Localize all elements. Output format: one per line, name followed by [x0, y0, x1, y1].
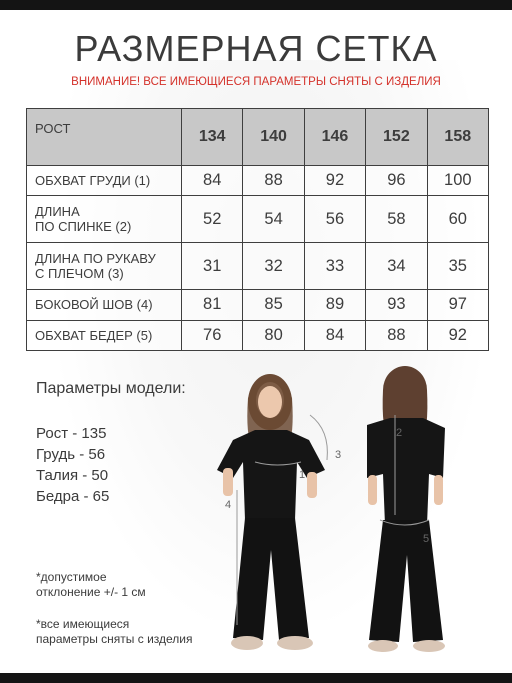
model-param: Бедра - 65 [36, 488, 110, 505]
table-row [27, 243, 489, 290]
note-line: отклонение +/- 1 см [36, 585, 146, 599]
table-cell: 100 [427, 166, 488, 196]
table-row [27, 166, 489, 196]
note-line: *все имеющиеся [36, 617, 130, 631]
page-title: РАЗМЕРНАЯ СЕТКА [74, 28, 438, 69]
top-bar [0, 0, 512, 10]
row-label-line: ДЛИНА ПО РУКАВУ [35, 251, 156, 267]
note-line: параметры сняты с изделия [36, 632, 193, 646]
marker-label: 2 [396, 427, 403, 439]
table-cell: 32 [243, 243, 304, 290]
marker-label: 1 [299, 469, 306, 481]
row-label [27, 243, 182, 290]
note-line: *допустимое [36, 570, 107, 584]
table-cell: 80 [243, 320, 304, 350]
size-chart-table [26, 108, 489, 351]
table-cell: 52 [182, 196, 243, 243]
table-row [27, 290, 489, 320]
size-header: 140 [243, 109, 304, 166]
source-note [36, 617, 193, 647]
row-label-line: ДЛИНА [35, 204, 80, 220]
size-header: 134 [182, 109, 243, 166]
table-cell: 84 [182, 166, 243, 196]
header-label: РОСТ [27, 109, 182, 166]
model-photo [215, 360, 495, 660]
table-cell: 56 [304, 196, 365, 243]
size-header: 158 [427, 109, 488, 166]
marker-label: 4 [225, 499, 232, 511]
table-cell: 33 [304, 243, 365, 290]
table-row [27, 196, 489, 243]
row-label: ОБХВАТ ГРУДИ (1) [27, 166, 182, 196]
table-cell: 92 [304, 166, 365, 196]
warning-subtitle: ВНИМАНИЕ! ВСЕ ИМЕЮЩИЕСЯ ПАРАМЕТРЫ СНЯТЫ С ИЗДЕЛИЯ [71, 76, 441, 88]
table-cell: 31 [182, 243, 243, 290]
size-header: 146 [304, 109, 365, 166]
table-cell: 92 [427, 320, 488, 350]
model-param: Грудь - 56 [36, 446, 106, 463]
model-param: Талия - 50 [36, 467, 109, 484]
model-back-figure [367, 366, 445, 652]
model-param: Рост - 135 [36, 425, 107, 442]
model-params-list [36, 423, 109, 507]
row-label-line: ПО СПИНКЕ (2) [35, 219, 132, 235]
table-cell: 34 [366, 243, 427, 290]
table-cell: 60 [427, 196, 488, 243]
table-cell: 76 [182, 320, 243, 350]
marker-label: 3 [335, 449, 342, 461]
model-front-figure [217, 374, 325, 650]
table-cell: 88 [243, 166, 304, 196]
marker-label: 5 [423, 533, 430, 545]
row-label: БОКОВОЙ ШОВ (4) [27, 290, 182, 320]
size-header: 152 [366, 109, 427, 166]
model-params-title: Параметры модели: [36, 380, 186, 397]
table-header-row [27, 109, 489, 166]
tolerance-note [36, 570, 146, 600]
row-label-line: С ПЛЕЧОМ (3) [35, 266, 124, 282]
table-cell: 81 [182, 290, 243, 320]
table-cell: 89 [304, 290, 365, 320]
table-cell: 84 [304, 320, 365, 350]
table-cell: 88 [366, 320, 427, 350]
table-cell: 96 [366, 166, 427, 196]
table-cell: 54 [243, 196, 304, 243]
table-cell: 97 [427, 290, 488, 320]
table-cell: 85 [243, 290, 304, 320]
row-label [27, 196, 182, 243]
table-cell: 58 [366, 196, 427, 243]
table-cell: 35 [427, 243, 488, 290]
row-label: ОБХВАТ БЕДЕР (5) [27, 320, 182, 350]
table-row [27, 320, 489, 350]
table-cell: 93 [366, 290, 427, 320]
bottom-bar [0, 673, 512, 683]
